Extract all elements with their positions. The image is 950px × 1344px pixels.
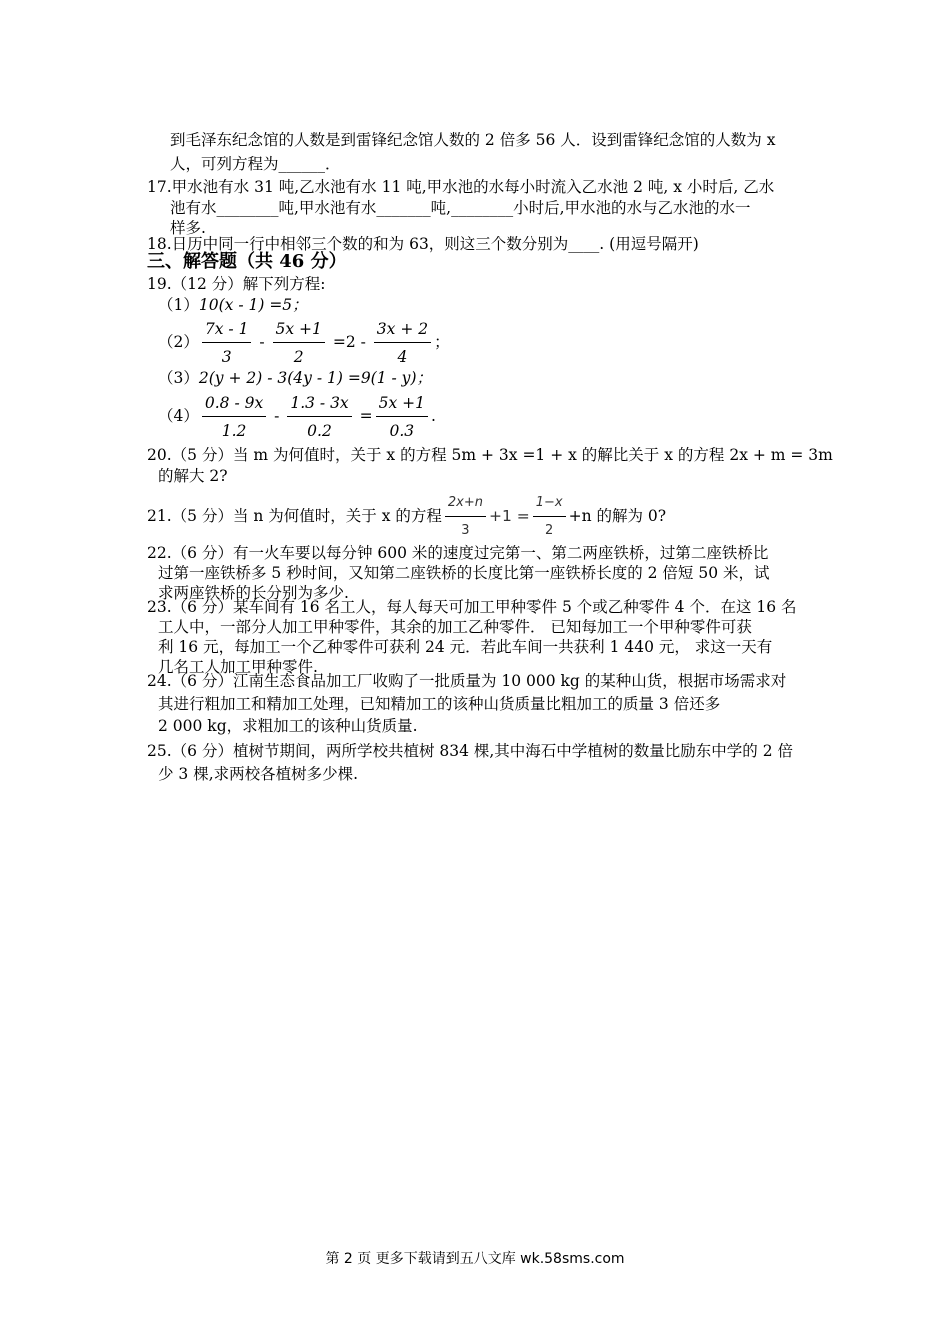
denominator: 0.2 bbox=[307, 422, 332, 440]
section-heading: 三、解答题（共 46 分） bbox=[147, 251, 347, 272]
question-25-line: 少 3 棵,求两校各植树多少棵. bbox=[158, 765, 359, 783]
fraction bbox=[287, 392, 351, 442]
denominator: 1.2 bbox=[221, 422, 247, 440]
operator: = bbox=[354, 407, 373, 425]
question-text: +n 的解为 0? bbox=[568, 507, 667, 525]
denominator: 3 bbox=[461, 523, 470, 538]
question-text: 21.（5 分）当 n 为何值时，关于 x 的方程 bbox=[147, 507, 442, 525]
equation: 10(x - 1) =5； bbox=[198, 296, 308, 314]
fraction bbox=[202, 392, 266, 442]
equation: 2(y + 2) - 3(4y - 1) =9(1 - y)； bbox=[198, 369, 432, 387]
question-19-title: 19.（12 分）解下列方程: bbox=[147, 275, 326, 293]
part-label: （2） bbox=[158, 333, 199, 351]
q19-part-4 bbox=[158, 392, 436, 442]
numerator: 1−x bbox=[533, 492, 566, 517]
numerator: 0.8 - 9x bbox=[202, 392, 266, 417]
numerator: 3x + 2 bbox=[374, 318, 431, 343]
punctuation: . bbox=[431, 407, 436, 425]
operator: =2 - bbox=[327, 333, 371, 351]
question-20-line: 20.（5 分）当 m 为何值时，关于 x 的方程 5m + 3x =1 + x 的解比关于 x 的方程 2x + m = 3m bbox=[147, 446, 833, 464]
denominator: 4 bbox=[397, 348, 408, 366]
fraction bbox=[445, 492, 486, 542]
q19-part-3 bbox=[158, 368, 432, 388]
question-25-line: 25.（6 分）植树节期间，两所学校共植树 834 棵,其中海石中学植树的数量比励东中学的 2 倍 bbox=[147, 742, 794, 760]
numerator: 5x +1 bbox=[273, 318, 325, 343]
denominator: 0.3 bbox=[389, 422, 415, 440]
part-label: （4） bbox=[158, 407, 199, 425]
question-24-line: 2 000 kg，求粗加工的该种山货质量. bbox=[158, 717, 418, 735]
denominator: 2 bbox=[545, 523, 554, 538]
fraction bbox=[374, 318, 431, 368]
page-footer: 第 2 页 更多下载请到五八文库 wk.58sms.com bbox=[325, 1251, 625, 1267]
fraction bbox=[202, 318, 252, 368]
denominator: 2 bbox=[293, 348, 304, 366]
question-23-line: 利 16 元，每加工一个乙种零件可获利 24 元．若此车间一共获利 1 440 元， 求这一天有 bbox=[158, 638, 773, 656]
question-23-line: 工人中，一部分人加工甲种零件，其余的加工乙种零件． 已知每加工一个甲种零件可获 bbox=[158, 618, 752, 636]
question-23-line: 23.（6 分）某车间有 16 名工人，每人每天可加工甲种零件 5 个或乙种零件 4 个．在这 16 名 bbox=[147, 598, 797, 616]
operator: - bbox=[254, 333, 270, 351]
question-17-line: 17.甲水池有水 31 吨,乙水池有水 11 吨,甲水池的水每小时流入乙水池 2 吨, x 小时后, 乙水 bbox=[147, 178, 775, 196]
numerator: 7x - 1 bbox=[202, 318, 252, 343]
question-17-line: 池有水________吨,甲水池有水_______吨,________小时后,甲水池的水与乙水池的水一 bbox=[170, 199, 751, 217]
text-line: 到毛泽东纪念馆的人数是到雷锋纪念馆人数的 2 倍多 56 人．设到雷锋纪念馆的人数为 x bbox=[170, 131, 776, 149]
question-23-line: 几名工人加工甲种零件. bbox=[158, 658, 318, 676]
question-22-line: 22.（6 分）有一火车要以每分钟 600 米的速度过完第一、第二两座铁桥，过第二座铁桥比 bbox=[147, 544, 769, 562]
operator: +1 = bbox=[488, 507, 530, 525]
question-22-line: 求两座铁桥的长分别为多少. bbox=[158, 584, 349, 602]
numerator: 1.3 - 3x bbox=[287, 392, 351, 417]
numerator: 2x+n bbox=[445, 492, 486, 517]
text-line: 人，可列方程为______． bbox=[170, 155, 341, 173]
question-24-line: 其进行粗加工和精加工处理，已知精加工的该种山货质量比粗加工的质量 3 倍还多 bbox=[158, 695, 721, 713]
punctuation: ； bbox=[434, 333, 450, 351]
q19-part-1 bbox=[158, 295, 308, 315]
operator: - bbox=[269, 407, 285, 425]
question-20-line: 的解大 2? bbox=[158, 467, 228, 485]
fraction bbox=[273, 318, 325, 368]
part-label: （3） bbox=[158, 369, 199, 387]
q19-part-2 bbox=[158, 318, 450, 368]
fraction bbox=[376, 392, 428, 442]
denominator: 3 bbox=[221, 348, 232, 366]
question-24-line: 24.（6 分）江南生态食品加工厂收购了一批质量为 10 000 kg 的某种山货，根据市场需求对 bbox=[147, 672, 787, 690]
numerator: 5x +1 bbox=[376, 392, 428, 417]
question-22-line: 过第一座铁桥多 5 秒时间，又知第二座铁桥的长度比第一座铁桥长度的 2 倍短 50 米，试 bbox=[158, 564, 770, 582]
question-17-line: 样多. bbox=[170, 219, 206, 237]
fraction bbox=[533, 492, 566, 542]
question-18: 18.日历中同一行中相邻三个数的和为 63，则这三个数分别为____. (用逗号隔开) bbox=[147, 235, 699, 253]
question-21 bbox=[147, 492, 666, 542]
part-label: （1） bbox=[158, 296, 199, 314]
